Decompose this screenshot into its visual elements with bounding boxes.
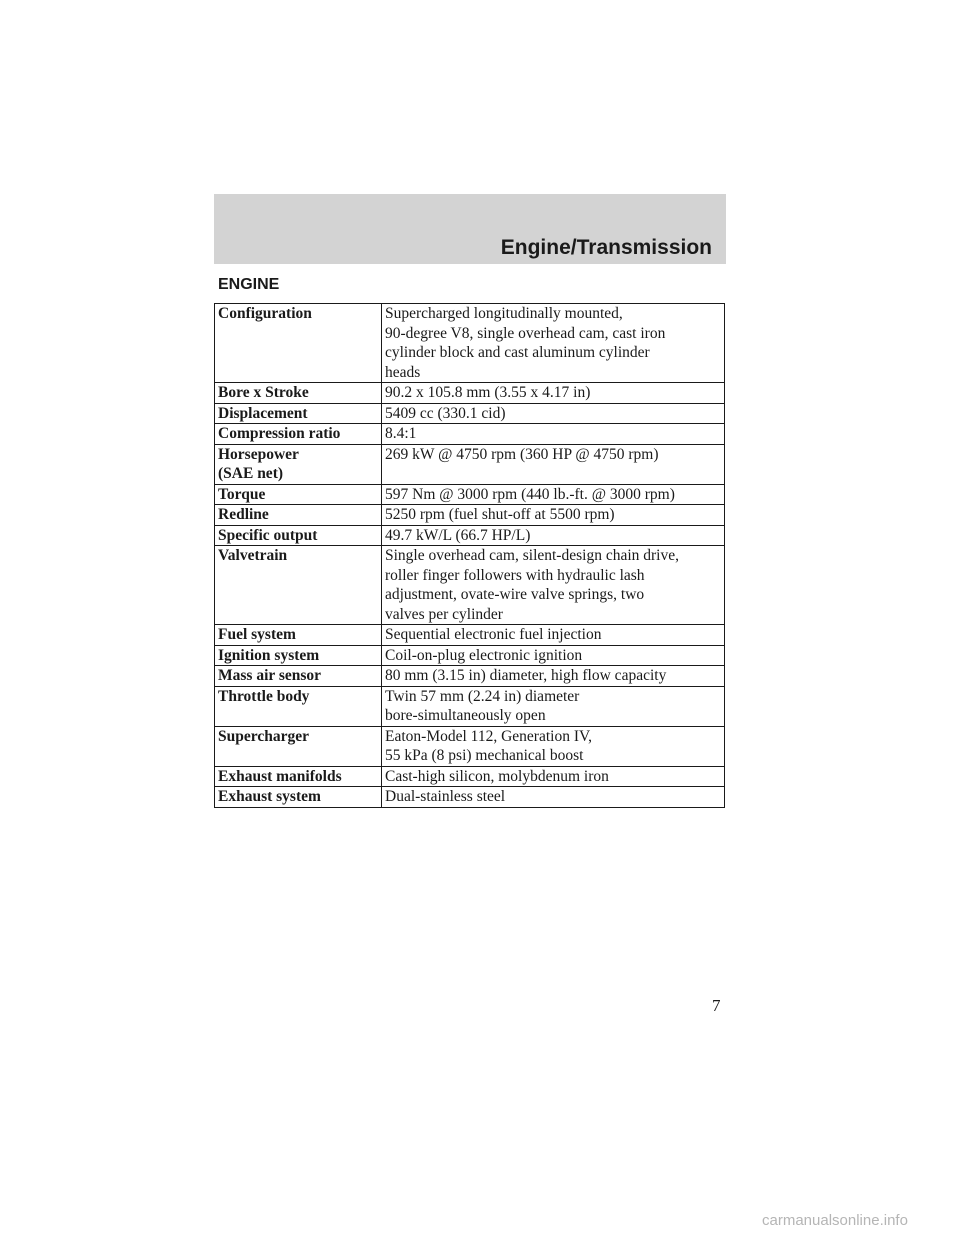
table-row [215,787,725,808]
table-row [215,686,725,726]
spec-value: Coil-on-plug electronic ignition [382,645,725,666]
spec-name: Compression ratio [215,424,382,445]
table-row [215,766,725,787]
spec-name: Throttle body [215,686,382,726]
spec-name: Bore x Stroke [215,383,382,404]
page-number: 7 [712,996,721,1015]
spec-name: Valvetrain [215,546,382,625]
spec-name: Redline [215,505,382,526]
table-row [215,546,725,625]
table-row [215,625,725,646]
spec-name: Mass air sensor [215,666,382,687]
table-row [215,304,725,383]
spec-name: Supercharger [215,726,382,766]
spec-value: Eaton-Model 112, Generation IV, 55 kPa (8 psi) mechanical boost [382,726,725,766]
spec-name: Specific output [215,525,382,546]
spec-value: Cast-high silicon, molybdenum iron [382,766,725,787]
spec-value: 597 Nm @ 3000 rpm (440 lb.-ft. @ 3000 rpm) [382,484,725,505]
table-row [215,645,725,666]
spec-value: 80 mm (3.15 in) diameter, high flow capacity [382,666,725,687]
spec-name: Configuration [215,304,382,383]
spec-value: 90.2 x 105.8 mm (3.55 x 4.17 in) [382,383,725,404]
table-row [215,726,725,766]
spec-value: 5409 cc (330.1 cid) [382,403,725,424]
table-row [215,383,725,404]
engine-spec-table [214,303,725,808]
spec-value: 49.7 kW/L (66.7 HP/L) [382,525,725,546]
spec-name: Ignition system [215,645,382,666]
spec-value: 8.4:1 [382,424,725,445]
table-row [215,403,725,424]
spec-value: Single overhead cam, silent-design chain drive, roller finger followers with hydraulic lash adjustment, ovate-wire valve springs, two valves per cylinder [382,546,725,625]
spec-value: 5250 rpm (fuel shut-off at 5500 rpm) [382,505,725,526]
spec-name: Torque [215,484,382,505]
spec-name: Exhaust system [215,787,382,808]
spec-name: Displacement [215,403,382,424]
header-band [214,194,726,264]
spec-value: Supercharged longitudinally mounted, 90-degree V8, single overhead cam, cast iron cylinder block and cast aluminum cylinder heads [382,304,725,383]
spec-value: Twin 57 mm (2.24 in) diameter bore-simultaneously open [382,686,725,726]
page-header-title: Engine/Transmission [500,236,712,259]
spec-name: Exhaust manifolds [215,766,382,787]
spec-value: Dual-stainless steel [382,787,725,808]
spec-name: Horsepower (SAE net) [215,444,382,484]
spec-name: Fuel system [215,625,382,646]
table-row [215,424,725,445]
section-heading: ENGINE [218,276,280,293]
table-row [215,484,725,505]
spec-value: 269 kW @ 4750 rpm (360 HP @ 4750 rpm) [382,444,725,484]
table-row [215,505,725,526]
watermark: carmanualsonline.info [762,1212,908,1229]
table-row [215,525,725,546]
spec-value: Sequential electronic fuel injection [382,625,725,646]
table-row [215,444,725,484]
table-row [215,666,725,687]
